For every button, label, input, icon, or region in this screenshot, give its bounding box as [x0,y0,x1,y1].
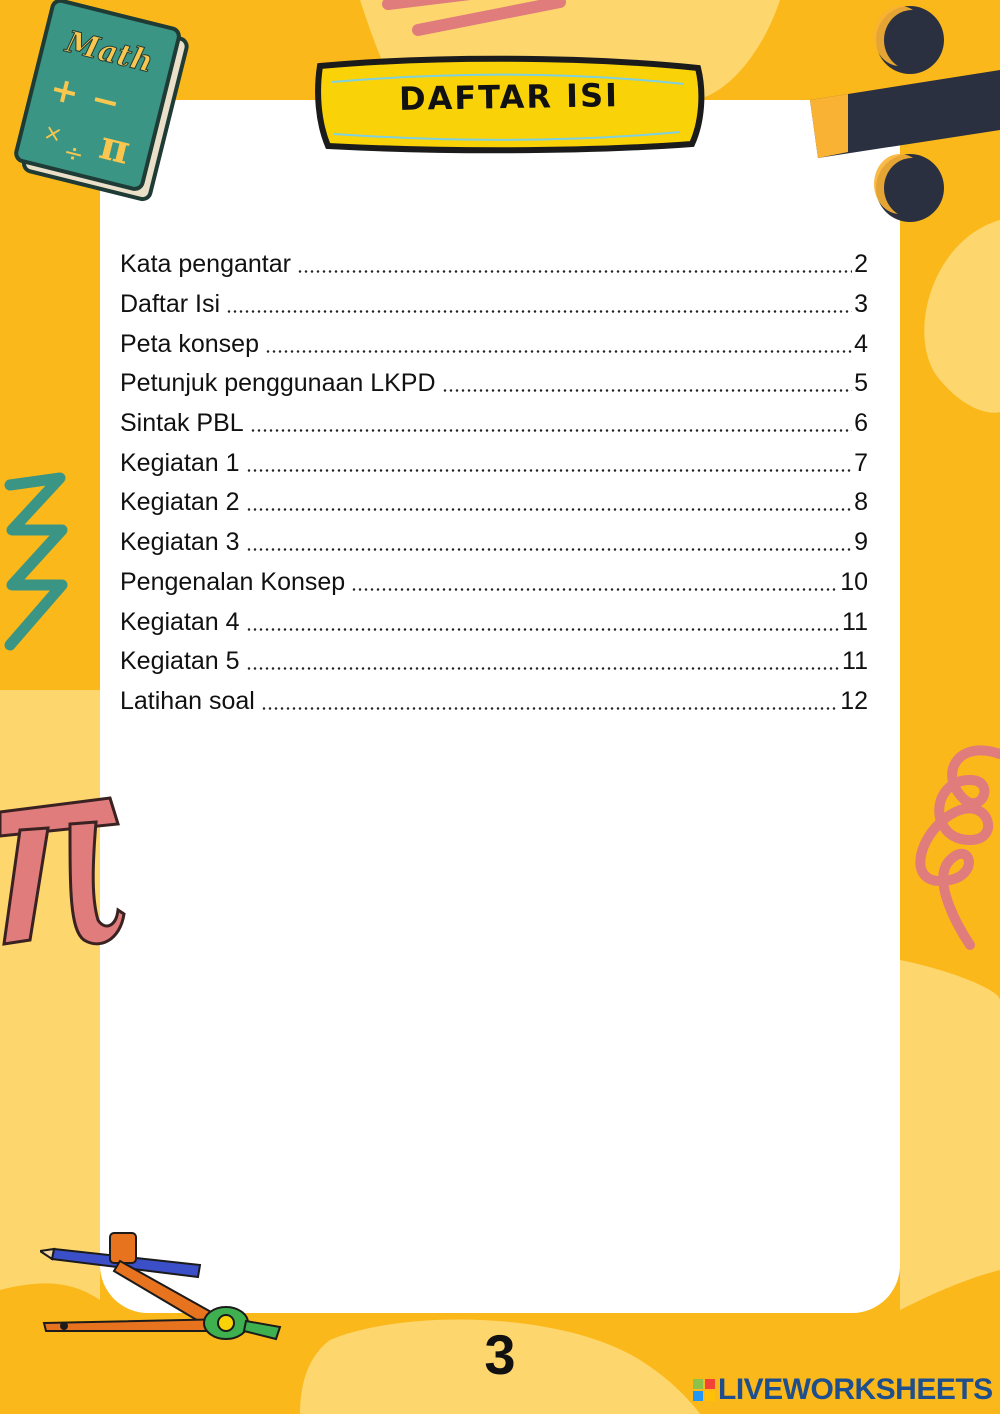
right-light-blob [924,220,1000,413]
toc-label: Kegiatan 2 [120,488,240,517]
liveworksheets-logo-icon [692,1378,716,1402]
book-title: Math [62,24,157,81]
svg-text:÷: ÷ [60,137,87,170]
division-symbol-icon [800,0,1000,240]
toc-leader-dots [297,270,852,273]
toc-page-number: 4 [854,329,868,358]
toc-row [120,364,868,404]
toc-row [120,602,868,642]
toc-label: Kegiatan 5 [120,647,240,676]
toc-leader-dots [265,350,852,353]
right-lower-blob [900,960,1000,1310]
toc-leader-dots [250,429,852,432]
brand-name: LIVEWORKSHEETS [718,1373,993,1406]
toc-label: Latihan soal [120,686,255,715]
toc-row [120,483,868,523]
svg-text:π: π [95,121,135,174]
pi-symbol-icon [0,790,130,960]
toc-label: Petunjuk penggunaan LKPD [120,369,436,398]
toc-leader-dots [246,469,853,472]
toc-leader-dots [351,588,838,591]
page-title: DAFTAR ISI [398,76,620,118]
toc-leader-dots [442,389,853,392]
toc-label: Kegiatan 1 [120,448,240,477]
toc-page-number: 2 [854,250,868,279]
toc-row [120,523,868,563]
toc-label: Peta konsep [120,329,259,358]
toc-row [120,563,868,603]
spiral-icon [890,740,1000,960]
toc-leader-dots [246,548,853,551]
toc-label: Daftar Isi [120,290,221,319]
toc-page-number: 5 [854,369,868,398]
toc-page-number: 7 [854,448,868,477]
math-book-icon [0,0,200,220]
toc-label: Kegiatan 4 [120,607,240,636]
toc-row [120,245,868,285]
toc-page-number: 12 [840,686,868,715]
toc-page-number: 9 [854,528,868,557]
toc-leader-dots [246,667,841,670]
toc-row [120,642,868,682]
toc-label: Sintak PBL [120,409,244,438]
toc-label: Pengenalan Konsep [120,567,346,596]
liveworksheets-brand[interactable] [692,1372,993,1408]
toc-leader-dots [226,310,852,313]
toc-page-number: 3 [854,290,868,319]
toc-page-number: 6 [854,409,868,438]
toc-page-number: 11 [842,647,868,676]
compass-icon [40,1225,300,1355]
toc-leader-dots [246,628,841,631]
toc-page-number: 8 [854,488,868,517]
toc-label: Kegiatan 3 [120,528,240,557]
zigzag-icon [0,470,80,670]
toc-leader-dots [261,707,838,710]
page-number: 3 [484,1323,516,1386]
table-of-contents [120,245,868,721]
svg-text:+: + [46,68,84,115]
toc-row [120,404,868,444]
toc-row [120,443,868,483]
svg-text:×: × [40,119,65,149]
toc-page-number: 11 [842,607,868,636]
toc-label: Kata pengantar [120,250,291,279]
svg-text:−: − [86,78,125,125]
left-light-blob [0,690,100,1300]
toc-row [120,285,868,325]
toc-row [120,682,868,722]
toc-page-number: 10 [840,567,868,596]
toc-leader-dots [246,508,853,511]
toc-row [120,324,868,364]
